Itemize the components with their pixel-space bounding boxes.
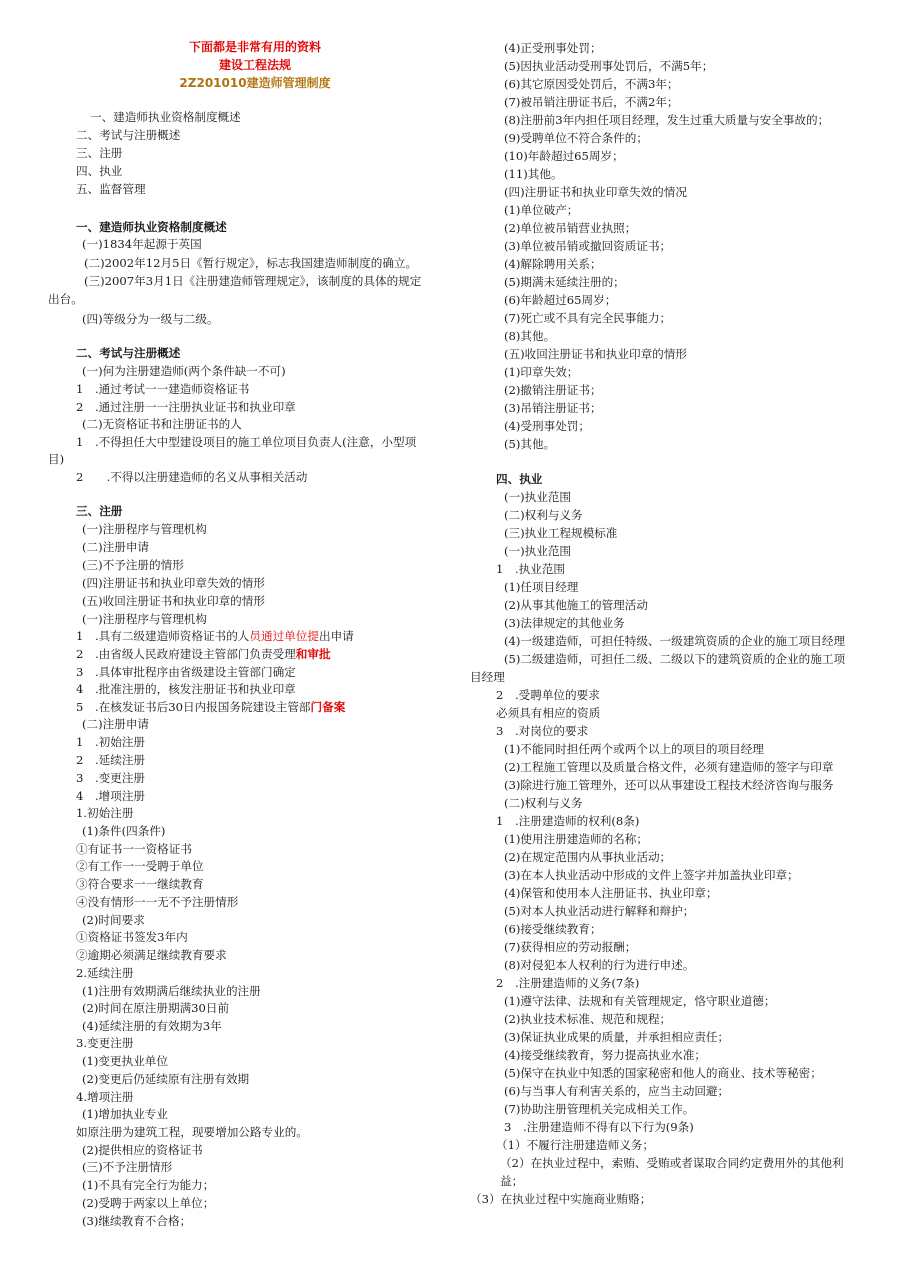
text-line: ①资格证书签发3年内 — [76, 930, 188, 944]
text-line: 目) — [48, 452, 65, 466]
text-line: （3）在执业过程中实施商业贿赂； — [470, 1192, 652, 1206]
text-line: 1 .不得担任大中型建设项目的施工单位项目负责人(注意，小型项 — [76, 435, 417, 449]
text-line: (5)二级建造师，可担任二级、二级以下的建筑资质的企业的施工项 — [504, 652, 846, 666]
text-line: 1.初始注册 — [76, 806, 134, 820]
text-line: (1)增加执业专业 — [82, 1107, 168, 1121]
text-line: (三)执业工程规模标准 — [504, 526, 618, 540]
text-line: (4)解除聘用关系； — [504, 257, 602, 271]
text-line: (2)时间要求 — [82, 913, 145, 927]
text-line: (8)其他。 — [504, 329, 556, 343]
section-heading: 一、建造师执业资格制度概述 — [76, 220, 227, 234]
text-line: 3 .注册建造师不得有以下行为(9条) — [504, 1120, 694, 1134]
text-line: (6)接受继续教育； — [504, 922, 602, 936]
text-line: (3)吊销注册证书； — [504, 401, 602, 415]
text-line: 1 .通过考试一一建造师资格证书 — [76, 382, 250, 396]
text-line: (3)在本人执业活动中形成的文件上签字并加盖执业印章； — [504, 868, 799, 882]
text-line: (三)不予注册的情形 — [82, 558, 184, 572]
text-line: 2 .受聘单位的要求 — [496, 688, 600, 702]
doc-title-3: 2Z201010建造师管理制度 — [179, 76, 331, 90]
text-line: (二)注册申请 — [82, 540, 150, 554]
text-line: (二)无资格证书和注册证书的人 — [82, 417, 242, 431]
highlight-red-bold: 和审批 — [295, 647, 331, 661]
text-line: (四)注册证书和执业印章失效的情况 — [504, 185, 687, 199]
text-line: (一)注册程序与管理机构 — [82, 522, 207, 536]
text-line: (2)工程施工管理以及质量合格文件，必须有建造师的签字与印章 — [504, 760, 834, 774]
text-line: (7)协助注册管理机关完成相关工作。 — [504, 1102, 695, 1116]
text-line: （1）不履行注册建造师义务； — [496, 1138, 655, 1152]
text-line: (1)条件(四条件) — [82, 824, 166, 838]
text-line: (1)变更执业单位 — [82, 1054, 168, 1068]
text-line: (1)使用注册建造师的名称； — [504, 832, 648, 846]
text-line: (1)注册有效期满后继续执业的注册 — [82, 984, 261, 998]
text-line: 出台。 — [48, 292, 83, 306]
text-line: 目经理 — [470, 670, 505, 684]
text-line: (5)期满未延续注册的； — [504, 275, 625, 289]
text-line: (7)被吊销注册证书后，不满2年； — [504, 95, 679, 109]
text-line: (5)因执业活动受刑事处罚后，不满5年； — [504, 59, 714, 73]
text-line — [76, 700, 345, 715]
text-line: 3 .具体审批程序由省级建设主管部门确定 — [76, 665, 296, 679]
text-line: 如原注册为建筑工程，现要增加公路专业的。 — [76, 1125, 308, 1139]
text-line: 3 .变更注册 — [76, 771, 146, 785]
text-line: (4)延续注册的有效期为3年 — [82, 1019, 222, 1033]
doc-title-1: 下面都是非常有用的资料 — [188, 40, 321, 54]
text-line: 3 .对岗位的要求 — [496, 724, 589, 738]
text-line: (1)印章失效； — [504, 365, 579, 379]
text-line: ②有工作一一受聘于单位 — [76, 859, 204, 873]
text-part: 1 .具有二级建造师资格证书的人 — [76, 629, 250, 643]
text-line: (10)年龄超过65周岁； — [504, 149, 624, 163]
section-heading: 三、注册 — [76, 504, 123, 518]
text-line: (7)死亡或不具有完全民事能力； — [504, 311, 672, 325]
text-line: (二)权利与义务 — [504, 796, 583, 810]
text-line: (4)正受刑事处罚； — [504, 41, 602, 55]
text-line: (一)注册程序与管理机构 — [82, 612, 207, 626]
text-line: (6)年龄超过65周岁； — [504, 293, 617, 307]
text-line: 必须具有相应的资质 — [496, 706, 601, 720]
text-line: (7)获得相应的劳动报酬； — [504, 940, 637, 954]
text-line: (1)遵守法律、法规和有关管理规定，恪守职业道德； — [504, 994, 776, 1008]
text-line: (8)对侵犯本人权利的行为进行申述。 — [504, 958, 695, 972]
text-line: (2)撤销注册证书； — [504, 383, 602, 397]
text-line: (5)保守在执业中知悉的国家秘密和他人的商业、技术等秘密； — [504, 1066, 822, 1080]
text-line: (5)对本人执业活动进行解释和辩护； — [504, 904, 695, 918]
text-line: (一)执业范围 — [504, 490, 572, 504]
text-line: (9)受聘单位不符合条件的； — [504, 131, 648, 145]
text-line: 3.变更注册 — [76, 1036, 134, 1050]
toc-item: 五、监督管理 — [76, 182, 146, 196]
text-line: (3)保证执业成果的质量，并承担相应责任； — [504, 1030, 730, 1044]
text-line: ①有证书一一资格证书 — [76, 842, 192, 856]
section-heading: 四、执业 — [496, 472, 543, 486]
toc-item: 二、考试与注册概述 — [76, 128, 181, 142]
text-line: (3)继续教育不合格； — [82, 1214, 192, 1228]
text-line: (1)任项目经理 — [504, 580, 579, 594]
text-line: 2 .通过注册一一注册执业证书和执业印章 — [76, 400, 296, 414]
text-line: (五)收回注册证书和执业印章的情形 — [82, 594, 265, 608]
text-part: 出申请 — [318, 629, 354, 643]
text-line: (3)单位被吊销或撤回资质证书； — [504, 239, 672, 253]
text-line: (三)不予注册情形 — [82, 1160, 173, 1174]
text-line: (2)变更后仍延续原有注册有效期 — [82, 1072, 250, 1086]
text-line: (一)执业范围 — [504, 544, 572, 558]
text-line — [76, 629, 354, 644]
text-line: (2)在规定范围内从事执业活动； — [504, 850, 672, 864]
text-line: (4)一级建造师，可担任特级、一级建筑资质的企业的施工项目经理 — [504, 634, 846, 648]
text-line: (3)除进行施工管理外，还可以从事建设工程技术经济咨询与服务 — [504, 778, 834, 792]
text-line: (2)时间在原注册期满30日前 — [82, 1001, 230, 1015]
text-line: (2)执业技术标准、规范和规程； — [504, 1012, 672, 1026]
text-line: (1)单位破产； — [504, 203, 579, 217]
text-line: (1)不能同时担任两个或两个以上的项目的项目经理 — [504, 742, 764, 756]
text-line: (三)2007年3月1日《注册建造师管理规定》，该制度的具体的规定 — [84, 274, 422, 288]
text-line: (二)注册申请 — [82, 717, 150, 731]
text-line: 1 .执业范围 — [496, 562, 566, 576]
text-line: (二)2002年12月5日《暂行规定》，标志我国建造师制度的确立。 — [84, 256, 418, 270]
text-line: 1 .注册建造师的权利(8条) — [496, 814, 640, 828]
text-line: (6)与当事人有利害关系的，应当主动回避； — [504, 1084, 730, 1098]
text-line: (4)接受继续教育，努力提高执业水准； — [504, 1048, 706, 1062]
text-line: (五)收回注册证书和执业印章的情形 — [504, 347, 687, 361]
text-line: 4 .批准注册的，核发注册证书和执业印章 — [76, 682, 296, 696]
text-line: (一)何为注册建造师(两个条件缺一不可) — [82, 364, 286, 378]
text-line: (11)其他。 — [504, 167, 563, 181]
doc-title-2: 建设工程法规 — [218, 58, 291, 72]
toc-item: 四、执业 — [76, 164, 123, 178]
text-line: 2.延续注册 — [76, 966, 134, 980]
text-line: (5)其他。 — [504, 437, 556, 451]
text-line — [76, 647, 331, 662]
text-line: (2)单位被吊销营业执照； — [504, 221, 637, 235]
text-line: (8)注册前3年内担任项目经理，发生过重大质量与安全事故的； — [504, 113, 830, 127]
toc-item: 一、建造师执业资格制度概述 — [90, 110, 241, 124]
text-line: 益； — [500, 1174, 524, 1188]
text-line: (4)受刑事处罚； — [504, 419, 590, 433]
text-part: 2 .由省级人民政府建设主管部门负责受理 — [76, 647, 296, 661]
text-line: (二)权利与义务 — [504, 508, 583, 522]
text-line: ④没有情形一一无不予注册情形 — [76, 895, 239, 909]
text-line: (一)1834年起源于英国 — [82, 237, 202, 251]
text-line: ②逾期必须满足继续教育要求 — [76, 948, 227, 962]
text-line: (3)法律规定的其他业务 — [504, 616, 625, 630]
text-line: 4 .增项注册 — [76, 789, 146, 803]
text-line: (4)保管和使用本人注册证书、执业印章； — [504, 886, 718, 900]
text-line: (1)不具有完全行为能力； — [82, 1178, 215, 1192]
text-line: (6)其它原因受处罚后，不满3年； — [504, 77, 679, 91]
highlight-red: 员通过单位提 — [249, 629, 319, 643]
text-line: ③符合要求一一继续教育 — [76, 877, 204, 891]
toc-item: 三、注册 — [76, 146, 123, 160]
text-line: (2)受聘于两家以上单位； — [82, 1196, 215, 1210]
text-line: 2 .不得以注册建造师的名义从事相关活动 — [76, 470, 308, 484]
text-line: （2）在执业过程中，索贿、受贿或者谋取合同约定费用外的其他利 — [500, 1156, 844, 1170]
text-line: 2 .延续注册 — [76, 753, 146, 767]
section-heading: 二、考试与注册概述 — [76, 346, 181, 360]
text-line: (四)等级分为一级与二级。 — [82, 312, 219, 326]
text-line: (四)注册证书和执业印章失效的情形 — [82, 576, 265, 590]
text-part: 5 .在核发证书后30日内报国务院建设主管部 — [76, 700, 311, 714]
text-line: (2)提供相应的资格证书 — [82, 1143, 203, 1157]
text-line: (2)从事其他施工的管理活动 — [504, 598, 648, 612]
text-line: 1 .初始注册 — [76, 735, 146, 749]
highlight-red-bold: 门备案 — [310, 700, 346, 714]
text-line: 2 .注册建造师的义务(7条) — [496, 976, 640, 990]
text-line: 4.增项注册 — [76, 1090, 134, 1104]
